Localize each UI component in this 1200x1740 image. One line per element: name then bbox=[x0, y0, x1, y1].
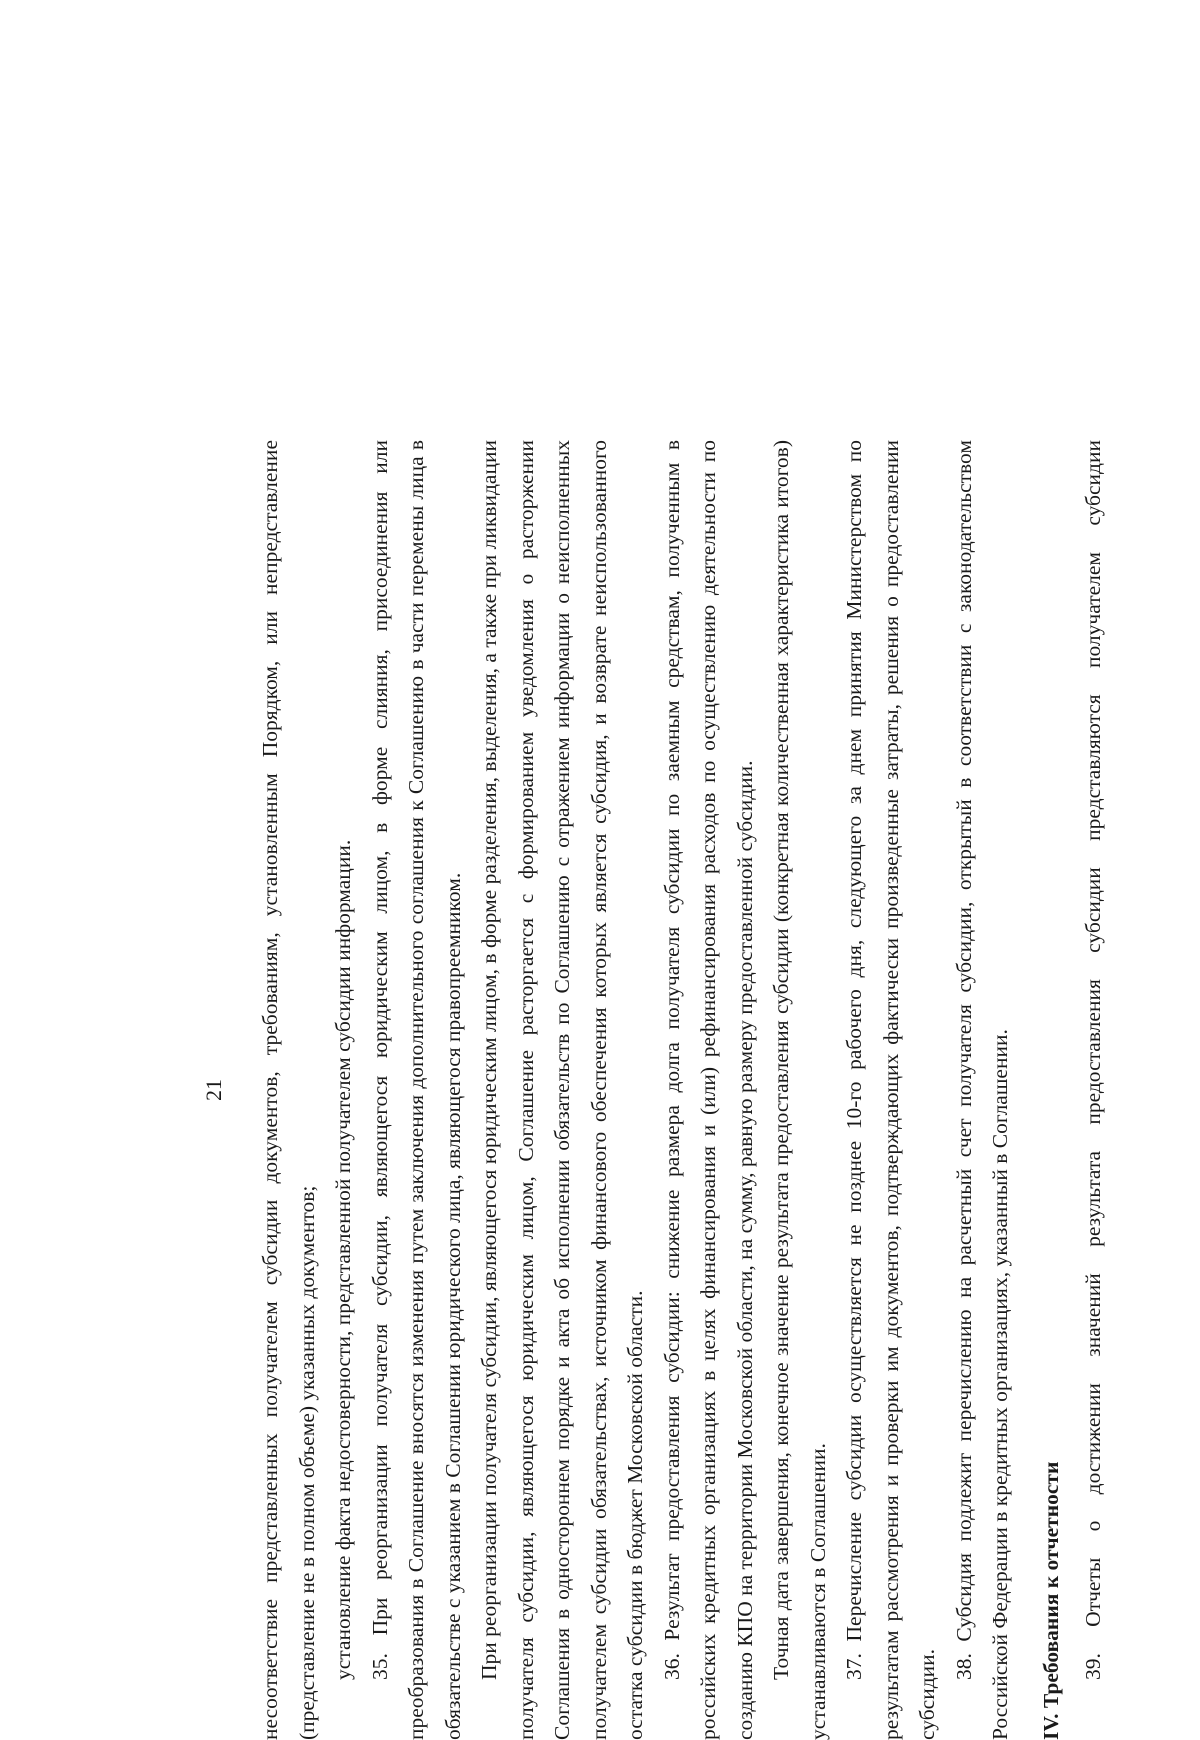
page-number: 21 bbox=[201, 1079, 226, 1101]
rotated-content bbox=[200, 440, 1105, 1740]
paragraph-6: 37. Перечисление субсидии осуществляется не позднее 10-го рабочего дня, следующего за днем принятия Министерством по результатам рассмотрения и проверки им документов, подтверждающих фактически произведенные затраты, решения о предоставлении субсидии. bbox=[842, 440, 939, 1740]
paragraph-5: Точная дата завершения, конечное значение результата предоставления субсидии (конкретная количественная характеристика итогов) устанавливаются в Соглашении. bbox=[769, 440, 830, 1740]
paragraph-7: 38. Субсидия подлежит перечислению на расчетный счет получателя субсидии, открытый в соответствии с законодательством Российской Федерации в кредитных организациях, указанный в Соглашении. bbox=[951, 440, 1012, 1740]
paragraph-4: 36. Результат предоставления субсидии: снижение размера долга получателя субсидии по заемным средствам, полученным в российских кредитных организациях в целях финансирования и (или) рефинансирования расходов по осуществлению деятельности по созданию КПО на территории Московской области, на сумму, равную размеру предоставленной субсидии. bbox=[659, 440, 757, 1740]
closing-paragraph: 39. Отчеты о достижении значений результата предоставления субсидии представляются получателем субсидии bbox=[1081, 440, 1105, 1680]
paragraph-3: При реорганизации получателя субсидии, являющегося юридическим лицом, в форме разделения, выделения, а также при ликвидации получателя субсидии, являющегося юридическим лицом, Соглашение расторгается с формированием уведомления о расторжении Соглашения в одностороннем порядке и акта об исполнении обязательств по Соглашению с отражением информации о неисполненных получателем субсидии обязательствах, источником финансового обеспечения которых является субсидия, и возврате неиспользованного остатка субсидии в бюджет Московской области. bbox=[477, 440, 647, 1740]
paragraph-1: установление факта недостоверности, представленной получателем субсидии информации. bbox=[331, 839, 355, 1680]
section-heading: IV. Требования к отчетности bbox=[1038, 1461, 1063, 1740]
document-body bbox=[252, 440, 1112, 1740]
paragraph-2: 35. При реорганизации получателя субсидии, являющегося юридическим лицом, в форме слияния, присоединения или преобразования в Соглашение вносятся изменения путем заключения дополнительного соглашения к Соглашению в части перемены лица в обязательстве с указанием в Соглашении юридического лица, являющегося правопреемником. bbox=[367, 440, 465, 1740]
paragraph-0: несоответствие представленных получателем субсидии документов, требованиям, установленным Порядком, или непредставление (представление не в полном объеме) указанных документов; bbox=[258, 440, 319, 1740]
